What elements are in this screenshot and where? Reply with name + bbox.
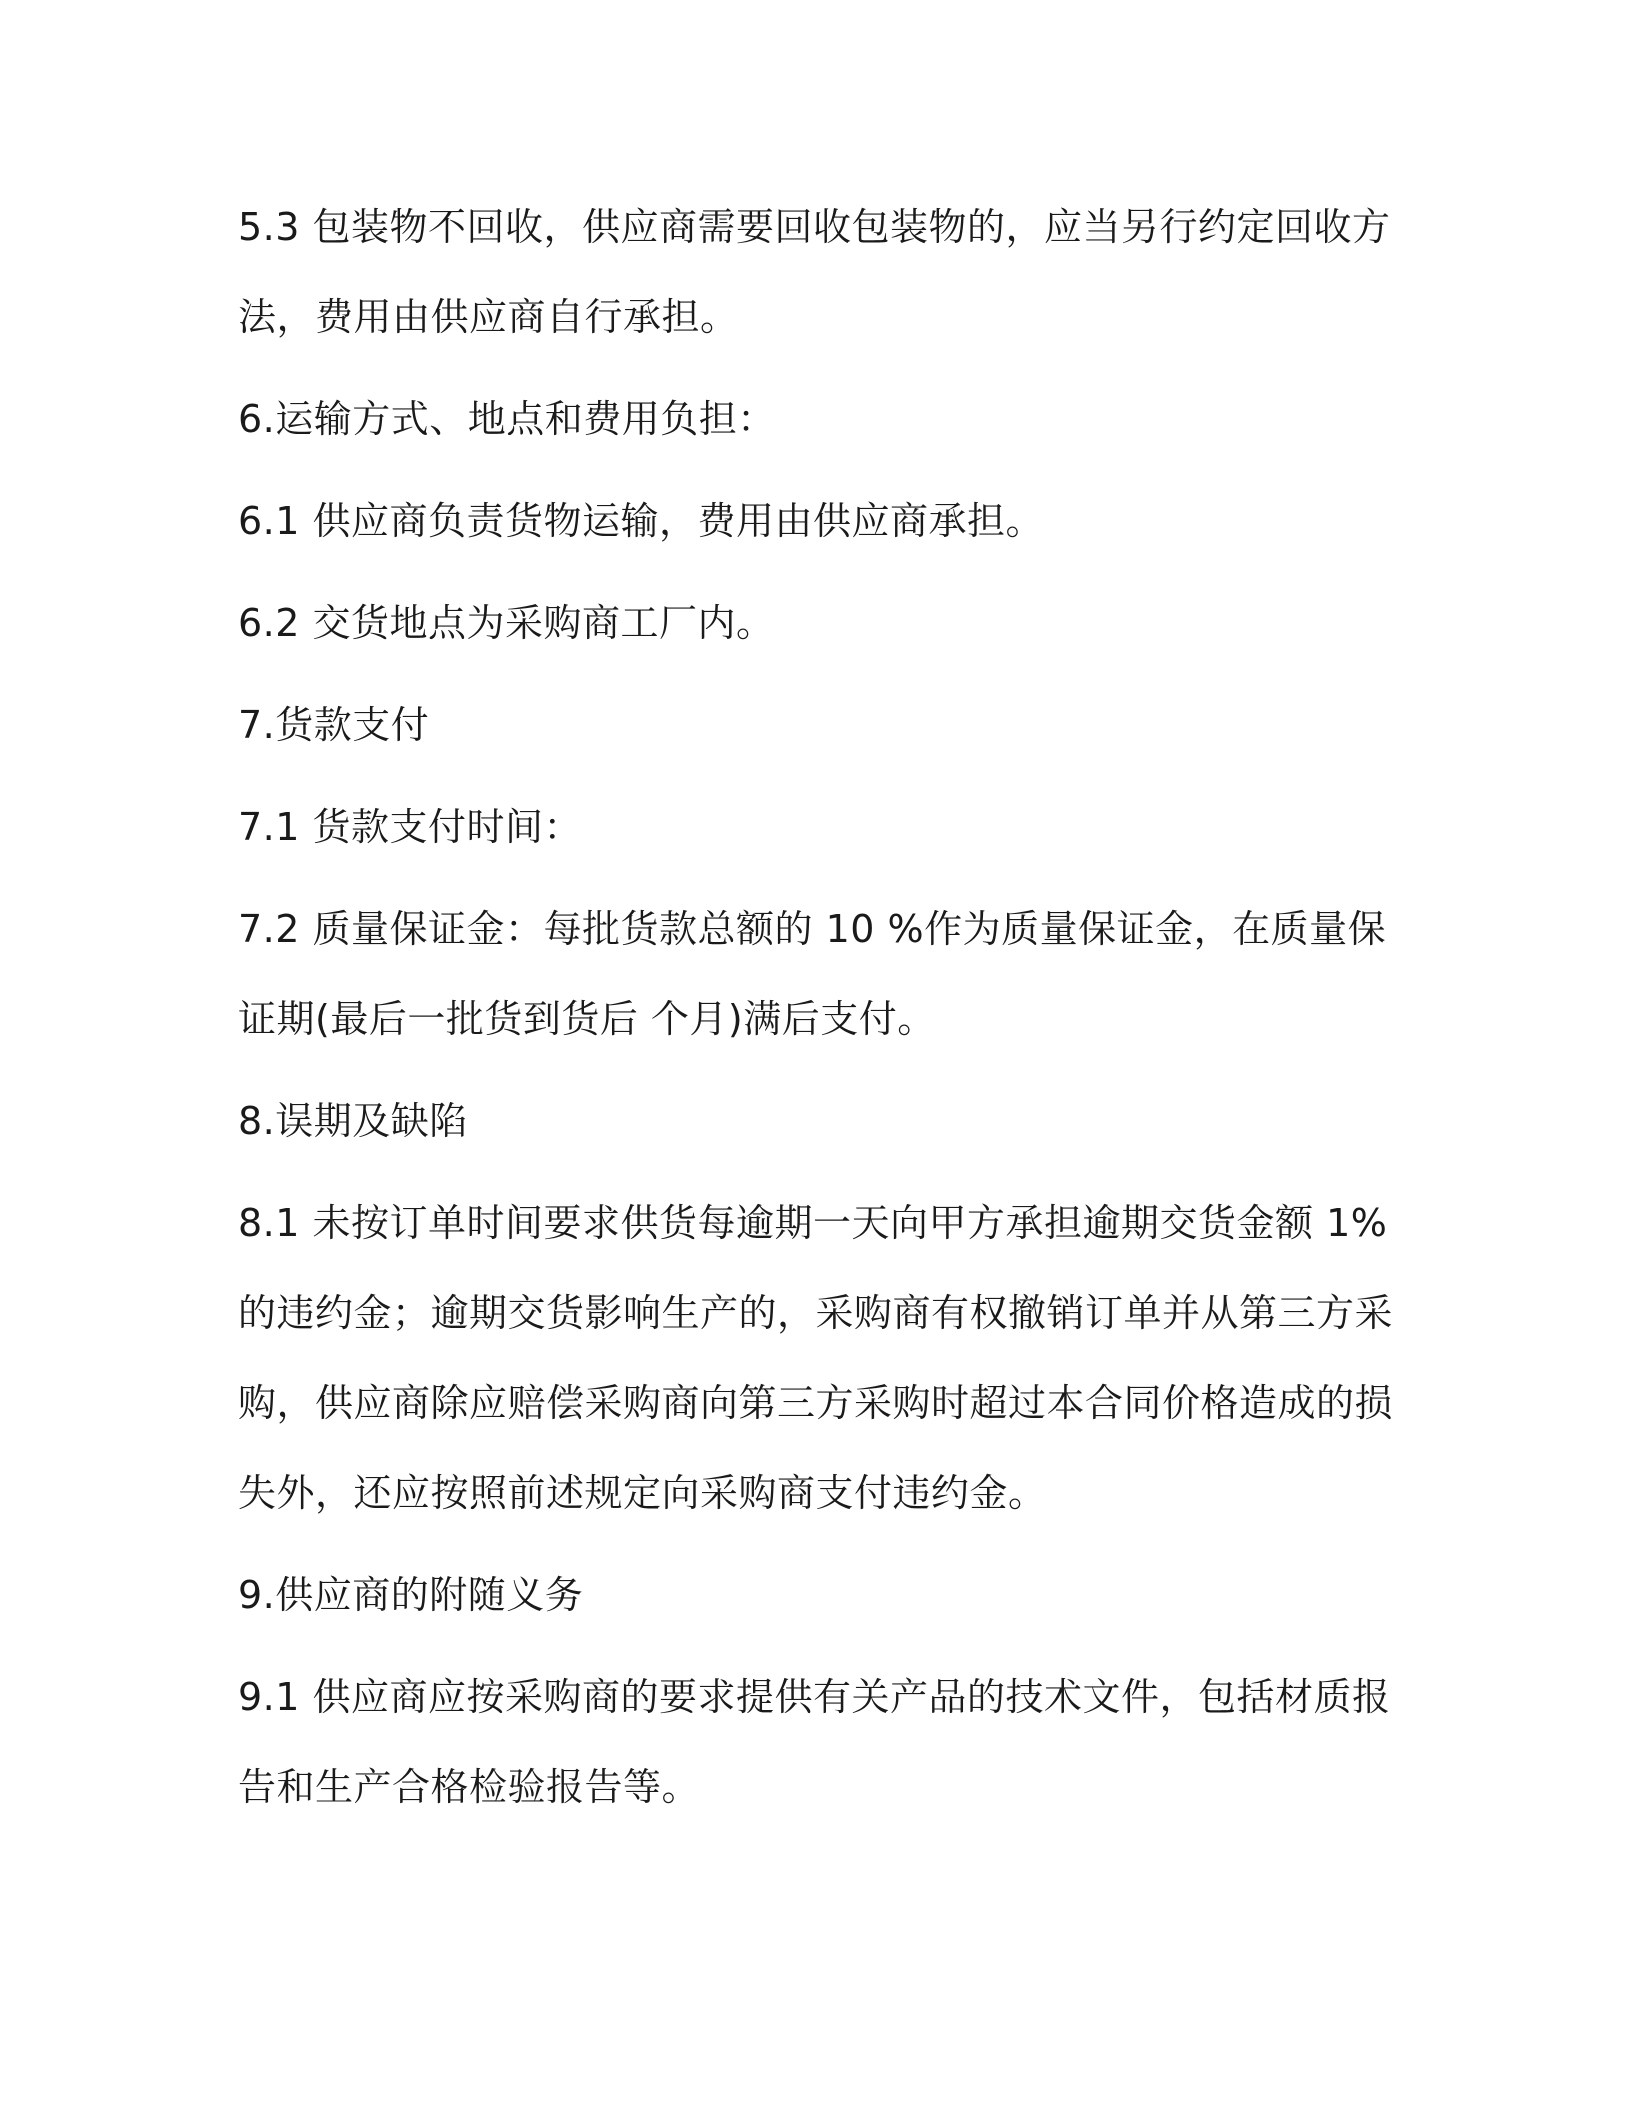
heading-7-payment: 7.货款支付 — [238, 703, 430, 747]
clause-6-1: 6.1 供应商负责货物运输，费用由供应商承担。 — [238, 499, 1045, 543]
clause-9-1: 9.1 供应商应按采购商的要求提供有关产品的技术文件，包括材质报告和生产合格检验报告等。 — [238, 1675, 1391, 1809]
document-body — [238, 182, 1418, 1844]
clause-5-3: 5.3 包装物不回收，供应商需要回收包装物的，应当另行约定回收方法，费用由供应商自行承担。 — [238, 205, 1391, 339]
clause-7-1: 7.1 货款支付时间： — [238, 805, 583, 849]
clause-6-2: 6.2 交货地点为采购商工厂内。 — [238, 601, 775, 645]
heading-9-supplier-duties: 9.供应商的附随义务 — [238, 1573, 584, 1617]
clause-8-1: 8.1 未按订单时间要求供货每逾期一天向甲方承担逾期交货金额 1%的违约金；逾期交货影响生产的，采购商有权撤销订单并从第三方采购，供应商除应赔偿采购商向第三方采购时超过本合同价格造成的损失外，还应按照前述规定向采购商支付违约金。 — [238, 1201, 1394, 1515]
clause-7-2: 7.2 质量保证金：每批货款总额的 10 %作为质量保证金，在质量保证期(最后一批货到货后 个月)满后支付。 — [238, 907, 1387, 1041]
heading-6-transport: 6.运输方式、地点和费用负担： — [238, 397, 776, 441]
heading-8-delay-defects: 8.误期及缺陷 — [238, 1099, 468, 1143]
